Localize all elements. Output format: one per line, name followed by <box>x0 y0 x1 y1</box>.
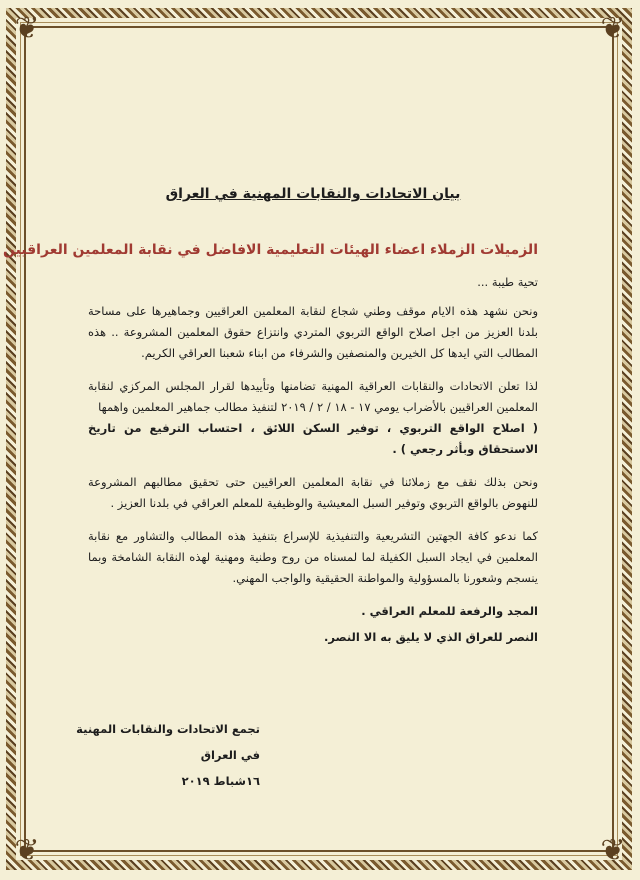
corner-ornament-icon: ❦ <box>14 11 40 46</box>
letter-body <box>2 186 538 653</box>
signature-line-2: في العراق <box>200 748 260 762</box>
corner-ornament-icon: ❦ <box>600 833 626 868</box>
demands-text: ( اصلاح الواقع التربوي ، توفير السكن اللائق ، احتساب الترفيع من تاريخ الاستحقاق وبأثر رجعي ) . <box>88 421 538 456</box>
greeting: تحية طيبة ... <box>477 275 538 289</box>
paragraph-2-text: لذا تعلن الاتحادات والنقابات العراقية المهنية تضامنها وتأييدها لقرار المجلس المركزي لنقابة المعلمين العراقيين بالأضراب يومي ١٧ - ١٨ / ٢ / ٢٠١٩ لتنفيذ مطالب جماهير المعلمين واهمها <box>88 379 538 414</box>
document-subtitle: الزميلات الزملاء اعضاء الهيئات التعليمية الافاضل في نقابة المعلمين العراقيين <box>2 242 538 258</box>
closing-line-2: النصر للعراق الذي لا يليق به الا النصر. <box>323 630 538 644</box>
signature-block <box>70 722 260 800</box>
paragraph-3: ونحن بذلك نقف مع زملائنا في نقابة المعلمين العراقيين حتى تحقيق مطالبهم المشروعة للنهوض بالواقع التربوي وتوفير السبل المعيشية والوظيفية للمعلم العراقي في بلدنا العزيز . <box>88 475 538 510</box>
signature-line-1: تجمع الاتحادات والنقابات المهنية <box>76 722 260 736</box>
document-title: بيان الاتحادات والنقابات المهنية في العراق <box>165 186 461 202</box>
paragraph-4: كما ندعو كافة الجهتين التشريعية والتنفيذية للإسراع بتنفيذ هذه المطالب والتشاور مع نقابة المعلمين في ايجاد السبل الكفيلة لما لمسناه من روح وطنية ومهنية لهذه النقابة الشامخة وبما ينسجم وشعورنا بالمسؤولية والمواطنة الحقيقية والواجب المهني. <box>88 529 538 585</box>
signature-date: ١٦شباط ٢٠١٩ <box>181 774 260 788</box>
paragraph-2 <box>88 376 538 460</box>
corner-ornament-icon: ❦ <box>14 833 40 868</box>
paragraph-1: ونحن نشهد هذه الايام موقف وطني شجاع لنقابة المعلمين العراقيين وجماهيرها على مساحة بلدنا العزيز من اجل اصلاح الواقع التربوي المتردي وانتزاع حقوق المعلمين المشروعة .. هذه المطالب التي ايدها كل الخيرين والمنصفين والشرفاء من ابناء شعبنا العراقي الكريم. <box>88 304 538 360</box>
closing-line-1: المجد والرفعة للمعلم العراقي . <box>361 604 538 618</box>
corner-ornament-icon: ❦ <box>600 11 626 46</box>
